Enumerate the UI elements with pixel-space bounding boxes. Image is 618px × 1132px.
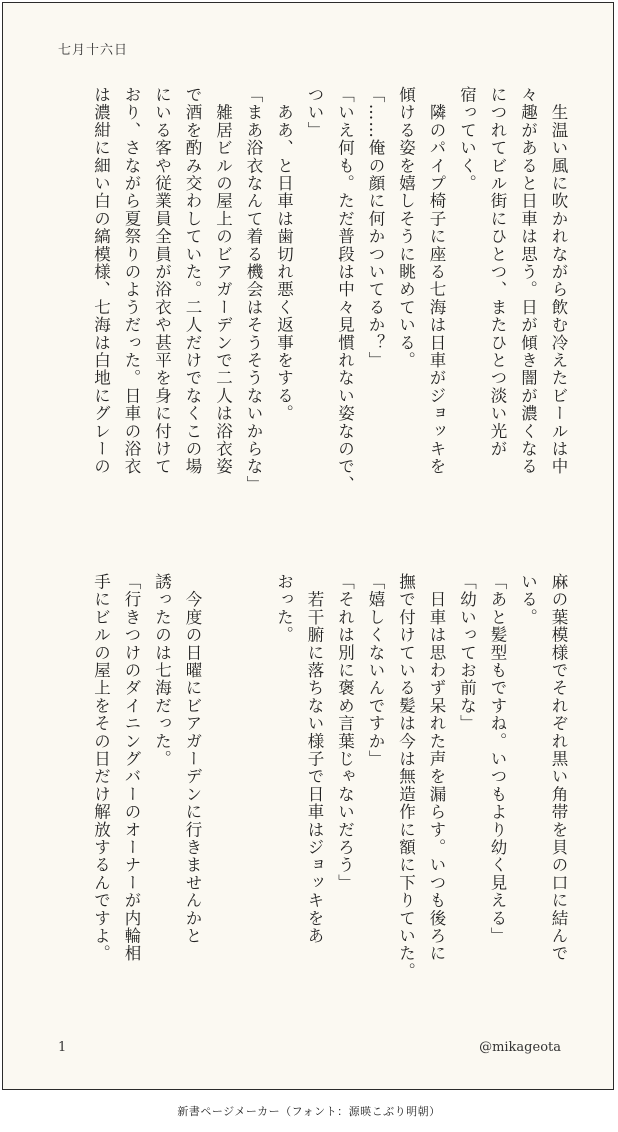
text-line: 生温い風に吹かれながら飲む冷えたビールは中 <box>549 86 568 476</box>
text-line: 「行きつけのダイニングバーのオーナーが内輪相 <box>122 573 141 963</box>
text-line: いる。 <box>518 573 538 627</box>
text-line <box>238 573 269 993</box>
text-line: ああ、と日車は歯切れ悪く返事をする。 <box>274 86 294 423</box>
text-line <box>207 573 238 993</box>
text-block-bottom <box>85 573 573 993</box>
book-page <box>2 2 614 1090</box>
text-line: 「幼いってお前な」 <box>457 573 477 733</box>
text-line: 誘ったのは七海だった。 <box>152 573 172 768</box>
generator-caption: 新書ページメーカー（フォント：源暎こぶり明朝） <box>177 1105 441 1118</box>
text-line: で酒を酌み交わしていた。二人だけでなくこの場 <box>183 86 202 476</box>
text-line: 々趣があると日車は思う。日が傾き闇が濃くなる <box>518 86 538 476</box>
page-number: 1 <box>58 1040 67 1055</box>
text-line: 「まあ浴衣なんて着る機会はそうそうないからな」 <box>244 86 263 494</box>
text-line: 「……俺の顔に何かついてるか？」 <box>366 86 385 370</box>
text-line: 宿っていく。 <box>457 86 477 193</box>
text-line: 隣のパイプ椅子に座る七海は日車がジョッキを <box>427 86 446 476</box>
author-handle: @mikageota <box>479 1040 561 1055</box>
text-line: 手にビルの屋上をその日だけ解放するんですよ。 <box>91 573 111 963</box>
text-line: つい」 <box>305 86 324 140</box>
page-date-header: 七月十六日 <box>58 43 129 58</box>
text-line: 雑居ビルの屋上のビアガーデンで二人は浴衣姿 <box>213 86 233 476</box>
text-line: 麻の葉模様でそれぞれ黒い角帯を貝の口に結んで <box>549 573 568 963</box>
text-line: 「あと髪型もですね。いつもより幼く見える」 <box>488 573 507 945</box>
text-line: は濃紺に細い白の縞模様、七海は白地にグレーの <box>91 86 111 476</box>
text-line: 「いえ何も。ただ普段は中々見慣れない姿なので、 <box>335 86 355 494</box>
text-line: にいる客や従業員全員が浴衣や甚平を身に付けて <box>152 86 172 476</box>
text-line: 今度の日曜にビアガーデンに行きませんかと <box>183 573 202 945</box>
text-line: 日車は思わず呆れた声を漏らす。いつも後ろに <box>427 573 446 963</box>
text-line: につれてビル街にひとつ、またひとつ淡い光が <box>488 86 507 458</box>
text-line: おった。 <box>274 573 294 644</box>
text-line: 「嬉しくないんですか」 <box>366 573 385 768</box>
text-line: 「それは別に褒め言葉じゃないだろう」 <box>335 573 355 892</box>
text-line: 撫で付けている髪は今は無造作に額に下りていた。 <box>396 573 416 981</box>
text-line: おり、さながら夏祭りのようだった。日車の浴衣 <box>122 86 141 476</box>
text-line: 若干腑に落ちない様子で日車はジョッキをあ <box>305 573 324 945</box>
text-block-top <box>85 86 573 526</box>
text-line: 傾ける姿を嬉しそうに眺めている。 <box>396 86 416 370</box>
